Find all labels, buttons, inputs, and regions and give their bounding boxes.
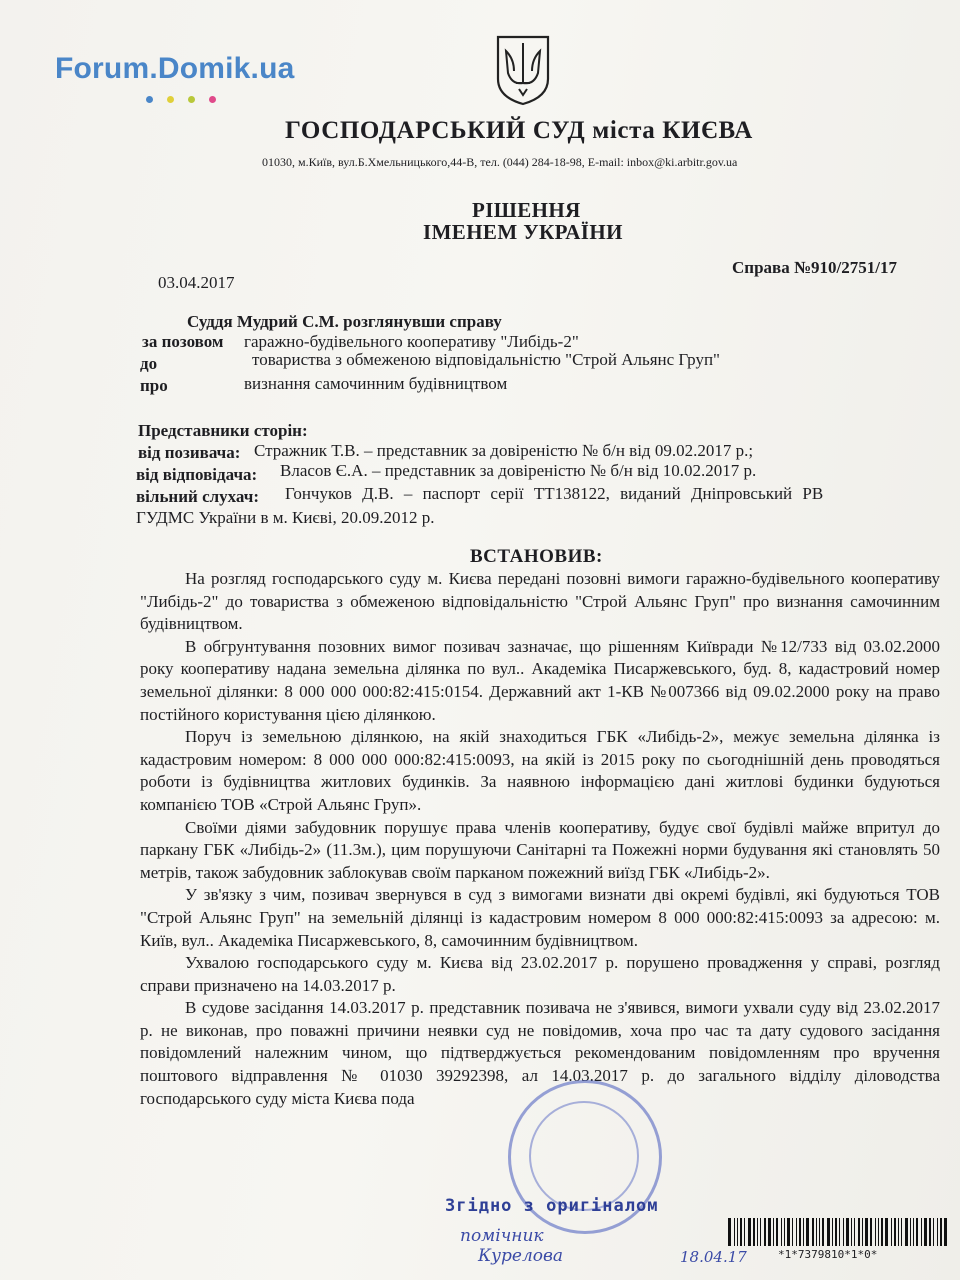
barcode-bar: [885, 1218, 888, 1246]
barcode-bar: [812, 1218, 814, 1246]
barcode-bar: [832, 1218, 833, 1246]
barcode-bar: [921, 1218, 922, 1246]
barcode-icon: [728, 1218, 948, 1246]
barcode-bar: [781, 1218, 782, 1246]
plaintiff-rep-value: Стражник Т.В. – представник за довіреністю № б/н від 09.02.2017 р.;: [254, 441, 754, 460]
claim-label-subject: про: [140, 376, 168, 395]
barcode-bar: [764, 1218, 766, 1246]
barcode-bar: [891, 1218, 892, 1246]
handwritten-note: помічник: [460, 1226, 544, 1246]
defendant-rep-value: Власов Є.А. – представник за довіреністю № б/н від 10.02.2017 р.: [280, 461, 757, 480]
court-name: ГОСПОДАРСЬКИЙ СУД міста КИЄВА: [285, 117, 753, 144]
barcode-bar: [819, 1218, 820, 1246]
barcode-bar: [898, 1218, 899, 1246]
barcode-number: *1*7379810*1*0*: [778, 1248, 878, 1261]
barcode-bar: [748, 1218, 751, 1246]
barcode-bar: [851, 1218, 852, 1246]
barcode-bar: [878, 1218, 879, 1246]
paragraph: На розгляд господарського суду м. Києва передані позовні вимоги гаражно-будівельного кооперативу "Либідь-2" до товариства з обмеженою відповідальністю "Строй Альянс Груп" про визнання самочинним будівництвом.: [140, 569, 940, 634]
barcode-bar: [901, 1218, 902, 1246]
barcode-bar: [875, 1218, 876, 1246]
true-copy-stamp: Згідно з оригіналом: [445, 1196, 659, 1216]
barcode-bar: [913, 1218, 914, 1246]
barcode-bar: [843, 1218, 844, 1246]
decision-body: [140, 568, 940, 1110]
claim-value-plaintiff: гаражно-будівельного кооперативу "Либідь-2": [244, 332, 579, 351]
case-number: Справа №910/2751/17: [732, 258, 897, 277]
judge-line: Суддя Мудрий С.М. розглянувши справу: [187, 312, 502, 331]
claim-label-defendant: до: [140, 354, 158, 373]
barcode-bar: [937, 1218, 938, 1246]
decision-title: РІШЕННЯ: [472, 198, 581, 222]
barcode-bar: [835, 1218, 837, 1246]
watermark-dots: [146, 90, 230, 108]
defendant-rep-label: від відповідача:: [136, 465, 258, 484]
claim-label-plaintiff: за позовом: [142, 332, 224, 351]
barcode-bar: [940, 1218, 942, 1246]
barcode-bar: [944, 1218, 947, 1246]
listener-value-cont: ГУДМС України в м. Києві, 20.09.2012 р.: [136, 508, 435, 527]
barcode-bar: [881, 1218, 883, 1246]
barcode-bar: [740, 1218, 742, 1246]
watermark-logo: Forum.Domik.ua: [55, 52, 295, 85]
barcode-bar: [734, 1218, 735, 1246]
handwritten-name: Курелова: [478, 1246, 564, 1266]
barcode-bar: [728, 1218, 731, 1246]
claim-value-subject: визнання самочинним будівництвом: [244, 374, 508, 393]
paragraph: Поруч із земельною ділянкою, на якій знаходиться ГБК «Либідь-2», межує земельна ділянка із кадастровим номером: 8 000 000 000:82:415:0093, на якій із 2015 року по сьогоднішній день проводяться роботи із будівництва житлових будинків. За наявною інформацією дані житлові будинки будуються компанією ТОВ «Строй Альянс Груп».: [140, 727, 940, 814]
dot-green: [188, 96, 195, 103]
barcode-bar: [753, 1218, 755, 1246]
barcode-bar: [846, 1218, 849, 1246]
barcode-bar: [803, 1218, 804, 1246]
plaintiff-rep-label: від позивача:: [138, 443, 241, 462]
barcode-bar: [854, 1218, 855, 1246]
barcode-bar: [768, 1218, 771, 1246]
listener-label: вільний слухач:: [136, 487, 259, 506]
paragraph: Ухвалою господарського суду м. Києва від 23.02.2017 р. порушено провадження у справі, розгляд справи призначено на 14.03.2017 р.: [140, 953, 940, 995]
established-heading: ВСТАНОВИВ:: [470, 546, 603, 567]
barcode-bar: [799, 1218, 801, 1246]
barcode-bar: [822, 1218, 824, 1246]
dot-yellow: [167, 96, 174, 103]
decision-date: 03.04.2017: [158, 273, 235, 292]
barcode-bar: [776, 1218, 778, 1246]
dot-pink: [209, 96, 216, 103]
paragraph: В судове засідання 14.03.2017 р. представник позивача не з'явився, вимоги ухвали суду від 23.02.2017 р. не виконав, про поважні причини неявки суд не повідомив, хоча про час та дату судового засідання повідомлений належним чином, що підтверджується рекомендованим повідомленням про вручення поштового відправлення № 01030 39292398, ал 14.03.2017 р. до загального відділу діловодства господарського суду міста Києва пода: [140, 998, 940, 1108]
barcode-bar: [865, 1218, 868, 1246]
barcode-bar: [787, 1218, 790, 1246]
barcode-bar: [792, 1218, 793, 1246]
barcode-bar: [894, 1218, 896, 1246]
barcode-bar: [870, 1218, 872, 1246]
barcode-bar: [757, 1218, 758, 1246]
barcode-bar: [924, 1218, 927, 1246]
claim-value-defendant: товариства з обмеженою відповідальністю "Строй Альянс Груп": [252, 350, 720, 369]
barcode-bar: [796, 1218, 797, 1246]
handwritten-date: 18.04.17: [680, 1248, 747, 1266]
paragraph: У зв'язку з чим, позивач звернувся в суд з вимогами визнати дві окремі будівлі, які будуються ТОВ "Строй Альянс Груп" на земельній ділянці із кадастровим номером 8 000 000:82:415:0093 за адресою: м. Київ, вул.. Академіка Писаржевського, 8, самочинним будівництвом.: [140, 885, 940, 950]
barcode-bar: [827, 1218, 830, 1246]
barcode-bar: [905, 1218, 908, 1246]
barcode-bar: [737, 1218, 738, 1246]
barcode-bar: [784, 1218, 785, 1246]
barcode-bar: [858, 1218, 860, 1246]
barcode-bar: [933, 1218, 934, 1246]
barcode-bar: [910, 1218, 911, 1246]
decision-subtitle: ІМЕНЕМ УКРАЇНИ: [423, 220, 623, 244]
paragraph: Своїми діями забудовник порушує права членів кооперативу, будує свої будівлі майже впритул до паркану ГБК «Либідь-2» (11.3м.), цим порушуючи Санітарні та Пожежні норми будування які становлять 50 метрів, також забудовник заблокував своїм парканом пожежний виїзд ГБК «Либідь-2».: [140, 817, 940, 882]
trident-emblem-icon: [494, 33, 552, 107]
representatives-heading: Представники сторін:: [138, 421, 308, 440]
barcode-bar: [744, 1218, 745, 1246]
barcode-bar: [816, 1218, 817, 1246]
barcode-bar: [916, 1218, 918, 1246]
court-address: 01030, м.Київ, вул.Б.Хмельницького,44-В, тел. (044) 284-18-98, E-mail: inbox@ki.arbitr.gov.ua: [262, 155, 738, 169]
listener-value: Гончуков Д.В. – паспорт серії ТТ138122, виданий Дніпровський РВ: [285, 484, 824, 503]
dot-blue: [146, 96, 153, 103]
paragraph: В обгрунтування позовних вимог позивач зазначає, що рішенням Київради №12/733 від 03.02.2000 року кооперативу надана земельна ділянка по вул.. Академіка Писаржевського, буд. 8, кадастровий номер земельної ділянки: 8 000 000 000:82:415:0154. Державний акт 1-КВ №007366 від 09.02.2000 року на право постійного користування цією ділянкою.: [140, 636, 940, 724]
barcode-bar: [760, 1218, 761, 1246]
barcode-bar: [773, 1218, 774, 1246]
barcode-bar: [839, 1218, 840, 1246]
barcode-bar: [806, 1218, 809, 1246]
barcode-bar: [929, 1218, 931, 1246]
barcode-bar: [862, 1218, 863, 1246]
